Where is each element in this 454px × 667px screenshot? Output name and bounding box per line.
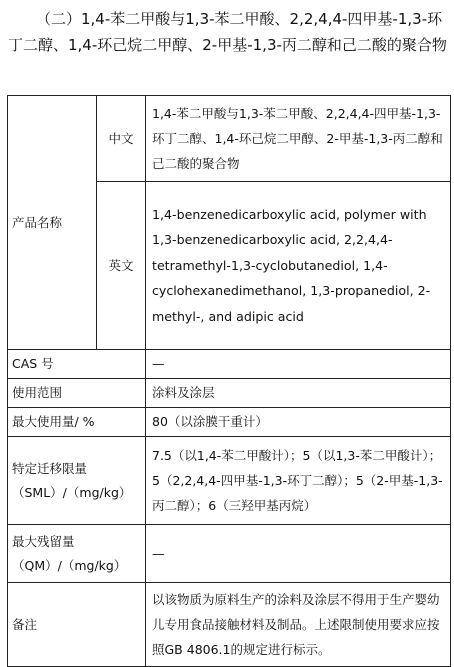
product-name-label: 产品名称 <box>8 96 97 350</box>
qm-label: 最大残留量 （QM）/（mg/kg） <box>8 525 146 583</box>
english-label: 英文 <box>97 182 146 350</box>
scope-value: 涂料及涂层 <box>146 379 451 408</box>
scope-label: 使用范围 <box>8 379 146 408</box>
sml-value: 7.5（以1,4-苯二甲酸计）；5（以1,3-苯二甲酸计）；5（2,2,4,4-四甲基-1,3-环丁二醇）；5（2-甲基-1,3-丙二醇）；6（三羟甲基丙烷） <box>146 437 451 525</box>
table-row <box>8 525 451 583</box>
english-name: 1,4-benzenedicarboxylic acid, polymer with 1,3-benzenedicarboxylic acid, 2,2,4,4-tetramethyl-1,3-cyclobutanediol, 1,4-cyclohexanedimethanol, 1,3-propanediol, 2-methyl-, and adipic acid <box>146 182 451 350</box>
sml-label: 特定迁移限量 （SML）/（mg/kg） <box>8 437 146 525</box>
section-heading: （二）1,4-苯二甲酸与1,3-苯二甲酸、2,2,4,4-四甲基-1,3-环丁二醇、1,4-环己烷二甲醇、2-甲基-1,3-丙二醇和己二酸的聚合物 <box>8 10 447 54</box>
substance-table <box>7 95 451 667</box>
table-row <box>8 350 451 379</box>
table-row <box>8 96 451 182</box>
chinese-name: 1,4-苯二甲酸与1,3-苯二甲酸、2,2,4,4-四甲基-1,3-环丁二醇、1,4-环己烷二甲醇、2-甲基-1,3-丙二醇和己二酸的聚合物 <box>146 96 451 182</box>
max-use-label: 最大使用量/ % <box>8 408 146 437</box>
chinese-label: 中文 <box>97 96 146 182</box>
table-row <box>8 583 451 667</box>
qm-value: — <box>146 525 451 583</box>
note-value: 以该物质为原料生产的涂料及涂层不得用于生产婴幼儿专用食品接触材料及制品。上述限制使用要求应按照GB 4806.1的规定进行标示。 <box>146 583 451 667</box>
table-row <box>8 408 451 437</box>
table-row <box>8 437 451 525</box>
table-row <box>8 379 451 408</box>
cas-value: — <box>146 350 451 379</box>
cas-label: CAS 号 <box>8 350 146 379</box>
max-use-value: 80（以涂膜干重计） <box>146 408 451 437</box>
note-label: 备注 <box>8 583 146 667</box>
